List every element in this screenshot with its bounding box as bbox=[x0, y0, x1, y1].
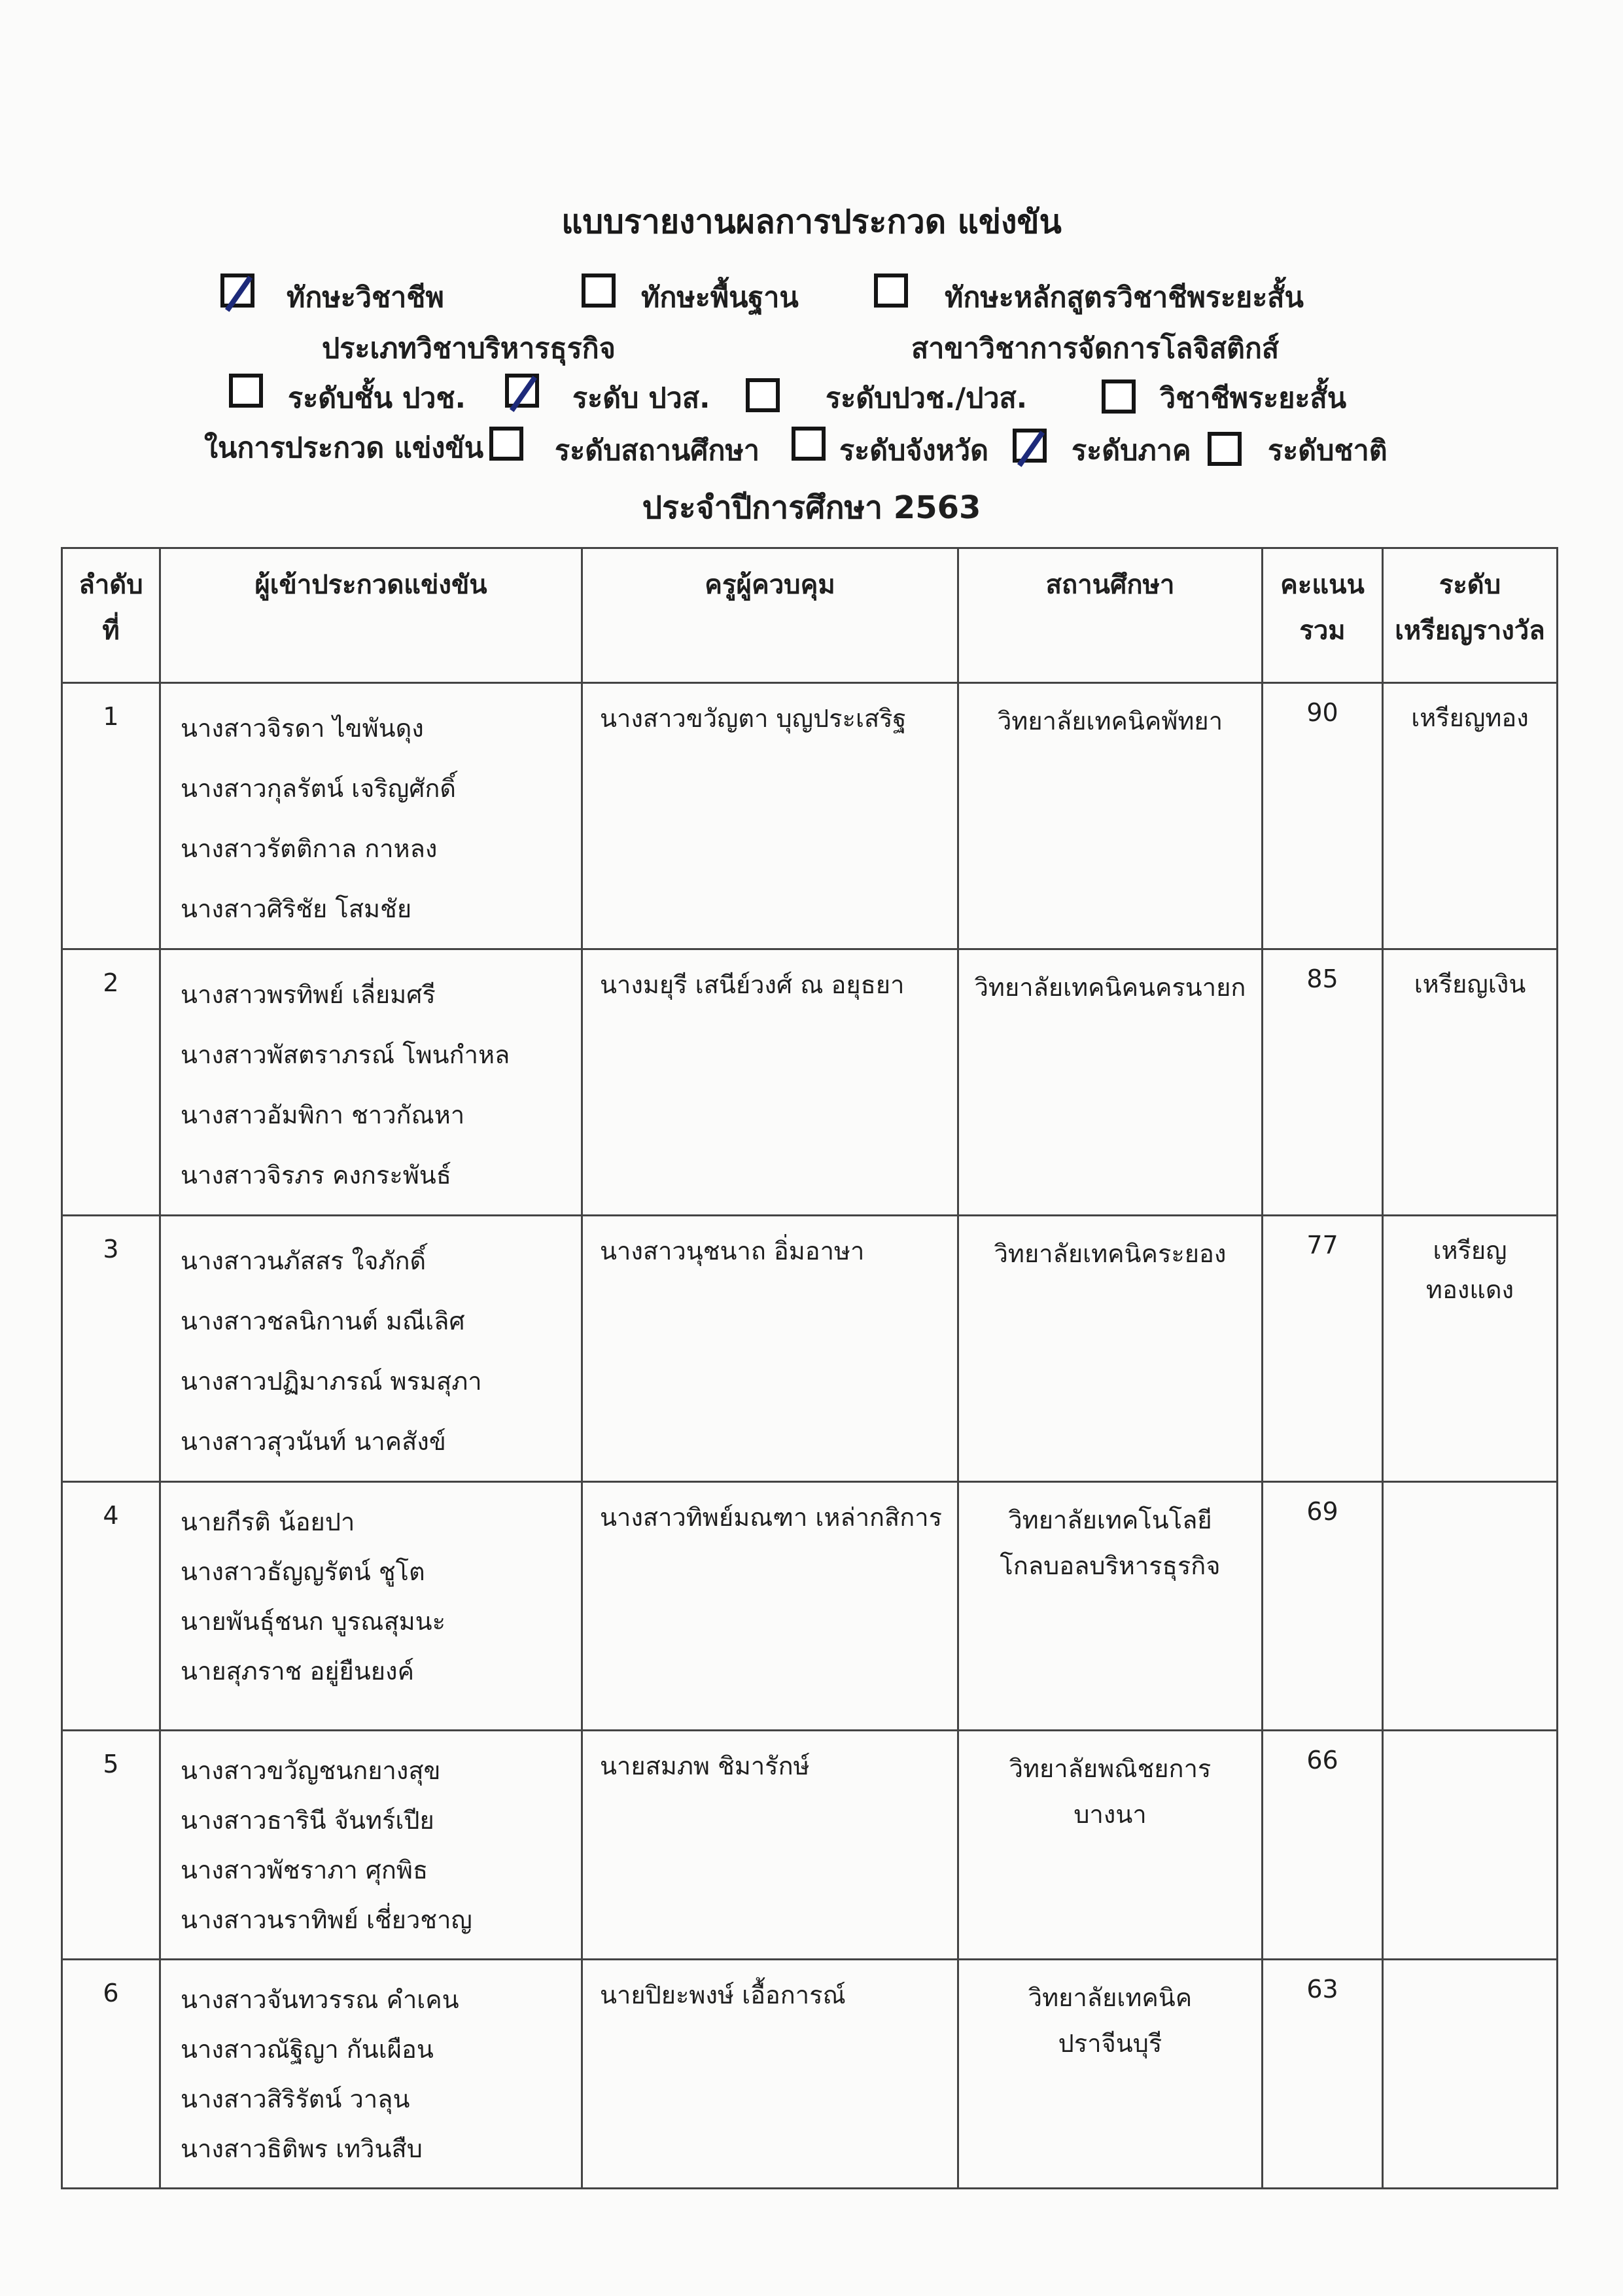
contestant-name: นางสาวรัตติกาล กาหลง bbox=[181, 834, 438, 863]
checkbox-level-pvc-pvs[interactable] bbox=[746, 378, 780, 412]
checkbox-comp-national[interactable] bbox=[1208, 432, 1242, 466]
award-line1: เหรียญทอง bbox=[1411, 703, 1529, 732]
row-teacher: นางสาวนุชนาถ อิ่มอาษา bbox=[582, 1216, 958, 1482]
row-award bbox=[1383, 1482, 1558, 1731]
school-line1: วิทยาลัยเทคนิคระยอง bbox=[994, 1239, 1227, 1268]
contestant-name: นางสาวธารินี จันทร์เปีย bbox=[181, 1806, 434, 1835]
contestant-name: นายสุภราช อยู่ยืนยงค์ bbox=[181, 1657, 415, 1686]
school-line1: วิทยาลัยเทคนิค bbox=[1028, 1983, 1193, 2012]
col-header-school: สถานศึกษา bbox=[958, 548, 1263, 683]
label-level-pvs: ระดับ ปวส. bbox=[572, 382, 710, 415]
contestant-name: นางสาวชลนิกานต์ มณีเลิศ bbox=[181, 1307, 465, 1335]
category-label: ประเภทวิชาบริหารธุรกิจ bbox=[322, 332, 616, 365]
col-header-no-line1: ลำดับ bbox=[79, 570, 143, 600]
checkbox-skill-short-course[interactable] bbox=[874, 274, 908, 308]
col-header-score bbox=[1263, 548, 1383, 683]
label-skill-basic: ทักษะพื้นฐาน bbox=[641, 281, 799, 314]
contestant-name: นางสาวธิติพร เทวินสืบ bbox=[181, 2134, 423, 2163]
row-teacher: นางมยุรี เสนีย์วงศ์ ณ อยุธยา bbox=[582, 949, 958, 1216]
contestant-name: นางสาวปฏิมาภรณ์ พรมสุภา bbox=[181, 1367, 482, 1396]
row-award bbox=[1383, 683, 1558, 949]
contestant-name: นางสาวจิรภร คงกระพันธ์ bbox=[181, 1161, 451, 1190]
row-award bbox=[1383, 1216, 1558, 1482]
school-line2: ปราจีนบุรี bbox=[1058, 2029, 1162, 2058]
row-contestants bbox=[160, 1731, 582, 1960]
table-row bbox=[62, 1482, 1558, 1731]
col-header-award-line1: ระดับ bbox=[1439, 570, 1501, 600]
contestant-name: นางสาวณัฐิญา กันเผือน bbox=[181, 2035, 434, 2064]
row-score: 63 bbox=[1263, 1960, 1383, 2189]
award-line2: ทองแดง bbox=[1425, 1275, 1514, 1304]
row-contestants bbox=[160, 1216, 582, 1482]
row-contestants bbox=[160, 683, 582, 949]
contestant-name: นางสาวจันทวรรณ คำเคน bbox=[181, 1985, 459, 2014]
col-header-contestants: ผู้เข้าประกวดแข่งขัน bbox=[160, 548, 582, 683]
row-school bbox=[958, 1960, 1263, 2189]
row-school bbox=[958, 1482, 1263, 1731]
contestant-name: นางสาวสิริรัตน์ วาลุน bbox=[181, 2085, 410, 2113]
checkbox-comp-region[interactable] bbox=[1013, 429, 1047, 463]
table-row bbox=[62, 1960, 1558, 2189]
row-no: 4 bbox=[62, 1482, 160, 1731]
contestant-name: นางสาวอัมพิกา ชาวกัณหา bbox=[181, 1101, 465, 1129]
checkbox-skill-basic[interactable] bbox=[582, 274, 616, 308]
row-score: 90 bbox=[1263, 683, 1383, 949]
col-header-no-line2: ที่ bbox=[102, 616, 120, 646]
school-line1: วิทยาลัยเทคนิคนครนายก bbox=[974, 973, 1246, 1002]
row-teacher: นายปิยะพงษ์ เอื้อการณ์ bbox=[582, 1960, 958, 2189]
label-level-pvc-pvs: ระดับปวช./ปวส. bbox=[826, 382, 1028, 415]
checkbox-skill-vocational[interactable] bbox=[220, 274, 254, 308]
checkbox-level-pvs[interactable] bbox=[505, 374, 539, 408]
document-title: แบบรายงานผลการประกวด แข่งขัน bbox=[561, 203, 1062, 241]
row-contestants bbox=[160, 949, 582, 1216]
row-school bbox=[958, 1731, 1263, 1960]
school-line1: วิทยาลัยเทคโนโลยี bbox=[1008, 1506, 1212, 1534]
contestant-name: นางสาวธัญญรัตน์ ชูโต bbox=[181, 1557, 425, 1586]
school-line1: วิทยาลัยเทคนิคพัทยา bbox=[997, 707, 1223, 735]
checkbox-level-pvc[interactable] bbox=[229, 374, 263, 408]
row-score: 69 bbox=[1263, 1482, 1383, 1731]
row-no: 6 bbox=[62, 1960, 160, 2189]
row-school bbox=[958, 1216, 1263, 1482]
field-label: สาขาวิชาการจัดการโลจิสติกส์ bbox=[911, 332, 1280, 365]
school-line2: บางนา bbox=[1073, 1800, 1147, 1829]
row-school bbox=[958, 949, 1263, 1216]
academic-year: ประจำปีการศึกษา 2563 bbox=[642, 489, 981, 526]
table-row bbox=[62, 683, 1558, 949]
row-contestants bbox=[160, 1960, 582, 2189]
checkbox-comp-province[interactable] bbox=[792, 427, 826, 461]
contestant-name: นางสาวพัชราภา ศุกพิธ bbox=[181, 1856, 428, 1884]
label-comp-province: ระดับจังหวัด bbox=[839, 434, 989, 467]
competition-prefix: ในการประกวด แข่งขัน bbox=[204, 432, 484, 465]
contestant-name: นางสาวนภัสสร ใจภักดิ์ bbox=[181, 1246, 427, 1275]
contestant-name: นางสาวสุวนันท์ นาคสังข์ bbox=[181, 1427, 446, 1456]
contestant-name: นางสาวขวัญชนกยางสุข bbox=[181, 1756, 441, 1785]
row-contestants bbox=[160, 1482, 582, 1731]
col-header-teacher: ครูผู้ควบคุม bbox=[582, 548, 958, 683]
label-skill-vocational: ทักษะวิชาชีพ bbox=[287, 281, 444, 314]
table-row bbox=[62, 1731, 1558, 1960]
col-header-score-line1: คะแนน bbox=[1280, 570, 1365, 600]
label-level-pvc: ระดับชั้น ปวช. bbox=[288, 382, 466, 415]
row-no: 5 bbox=[62, 1731, 160, 1960]
label-comp-region: ระดับภาค bbox=[1072, 434, 1191, 467]
row-school bbox=[958, 683, 1263, 949]
col-header-award-line2: เหรียญรางวัล bbox=[1395, 616, 1545, 646]
contestant-name: นางสาวพัสตราภรณ์ โพนกำหล bbox=[181, 1040, 510, 1069]
row-no: 3 bbox=[62, 1216, 160, 1482]
award-line1: เหรียญเงิน bbox=[1414, 970, 1526, 998]
row-no: 1 bbox=[62, 683, 160, 949]
row-no: 2 bbox=[62, 949, 160, 1216]
col-header-award bbox=[1383, 548, 1558, 683]
results-table bbox=[61, 547, 1558, 2189]
row-award bbox=[1383, 1731, 1558, 1960]
contestant-name: นายพันธุ์ชนก บูรณสุมนะ bbox=[181, 1607, 446, 1636]
school-line2: โกลบอลบริหารธุรกิจ bbox=[1000, 1551, 1221, 1580]
row-teacher: นางสาวทิพย์มณฑา เหล่ากสิการ bbox=[582, 1482, 958, 1731]
row-award bbox=[1383, 1960, 1558, 2189]
contestant-name: นางสาวจิรดา ไขพันดุง bbox=[181, 714, 424, 743]
label-level-short-course: วิชาชีพระยะสั้น bbox=[1160, 382, 1347, 415]
row-teacher: นายสมภพ ชิมารักษ์ bbox=[582, 1731, 958, 1960]
col-header-score-line2: รวม bbox=[1299, 616, 1346, 646]
table-row bbox=[62, 1216, 1558, 1482]
label-comp-national: ระดับชาติ bbox=[1268, 434, 1387, 467]
row-score: 66 bbox=[1263, 1731, 1383, 1960]
checkbox-comp-institution[interactable] bbox=[489, 427, 523, 461]
row-score: 77 bbox=[1263, 1216, 1383, 1482]
label-skill-short-course: ทักษะหลักสูตรวิชาชีพระยะสั้น bbox=[945, 281, 1304, 314]
row-teacher: นางสาวขวัญตา บุญประเสริฐ bbox=[582, 683, 958, 949]
checkbox-level-short-course[interactable] bbox=[1102, 380, 1136, 414]
contestant-name: นางสาวพรทิพย์ เลี่ยมศรี bbox=[181, 980, 436, 1009]
school-line1: วิทยาลัยพณิชยการ bbox=[1009, 1754, 1212, 1783]
contestant-name: นายกีรติ น้อยปา bbox=[181, 1508, 355, 1536]
row-score: 85 bbox=[1263, 949, 1383, 1216]
table-row bbox=[62, 949, 1558, 1216]
table-header-row bbox=[62, 548, 1558, 683]
award-line1: เหรียญ bbox=[1433, 1236, 1507, 1265]
col-header-no bbox=[62, 548, 160, 683]
label-comp-institution: ระดับสถานศึกษา bbox=[555, 434, 760, 467]
contestant-name: นางสาวกุลรัตน์ เจริญศักดิ์ bbox=[181, 774, 457, 803]
contestant-name: นางสาวนราทิพย์ เชี่ยวชาญ bbox=[181, 1905, 472, 1934]
row-award bbox=[1383, 949, 1558, 1216]
contestant-name: นางสาวศิริชัย โสมชัย bbox=[181, 894, 412, 923]
